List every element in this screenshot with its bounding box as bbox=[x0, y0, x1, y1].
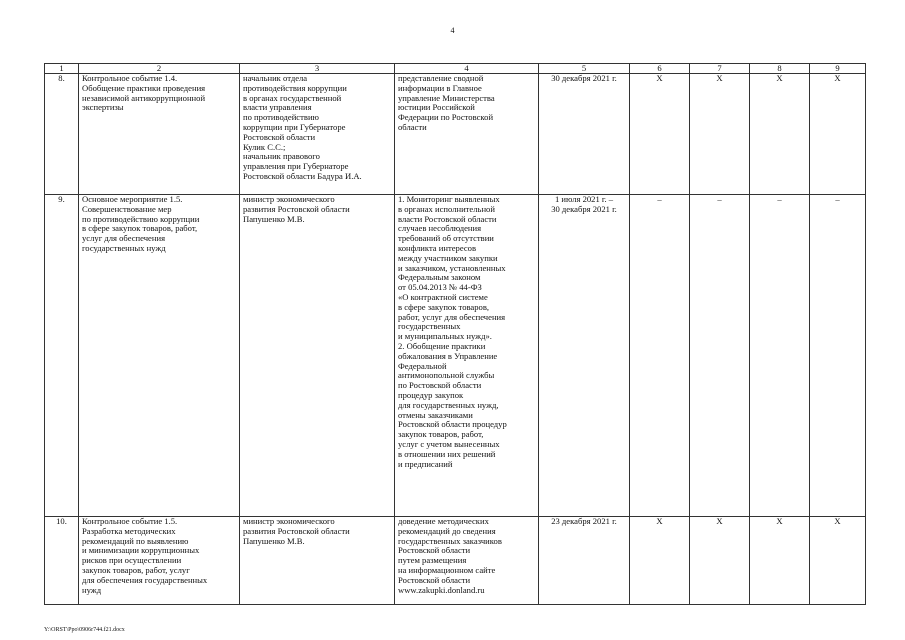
event-text-line: Совершенствование мер bbox=[82, 203, 172, 214]
header-cell: 1 bbox=[45, 64, 79, 74]
mark-cell: Х bbox=[810, 517, 866, 605]
executor-text-line: по противодействию bbox=[243, 112, 319, 123]
table-row bbox=[45, 517, 866, 605]
result-text-line: Федерации по Ростовской bbox=[398, 112, 494, 123]
result-text-line: государственных заказчиков bbox=[398, 535, 502, 546]
mark-cell: Х bbox=[750, 517, 810, 605]
result-text-line: для государственных нужд, bbox=[398, 399, 499, 410]
result-text-line: от 05.04.2013 № 44-ФЗ bbox=[398, 282, 482, 293]
mark-cell: Х bbox=[810, 74, 866, 195]
date-cell bbox=[539, 195, 630, 517]
result-text-line: требований об отсутствии bbox=[398, 233, 494, 244]
result-text-line: управление Министерства bbox=[398, 92, 495, 103]
result-text-line: и предписаний bbox=[398, 458, 453, 469]
event-text-line: нужд bbox=[82, 584, 102, 595]
mark-cell: – bbox=[810, 195, 866, 517]
event-text-line: Обобщение практики проведения bbox=[82, 82, 206, 93]
header-cell: 5 bbox=[539, 64, 630, 74]
mark-cell: Х bbox=[690, 74, 750, 195]
executor-text-line: министр экономического bbox=[243, 194, 335, 204]
result-text-line: в сфере закупок товаров, bbox=[398, 301, 490, 312]
date-text-line: 30 декабря 2021 г. bbox=[551, 73, 617, 83]
executor-text-line: Ростовской области bbox=[243, 131, 316, 142]
executor-text-line: Папушенко М.В. bbox=[243, 213, 305, 224]
header-cell: 2 bbox=[79, 64, 240, 74]
mark-cell: Х bbox=[750, 74, 810, 195]
event-text-line: услуг для обеспечения bbox=[82, 233, 166, 244]
event-text-line: экспертизы bbox=[82, 102, 124, 113]
header-cell: 7 bbox=[690, 64, 750, 74]
event-text-line: рекомендаций по выявлению bbox=[82, 535, 189, 546]
date-cell bbox=[539, 517, 630, 605]
result-text-line: 1. Мониторинг выявленных bbox=[398, 194, 500, 204]
header-cell: 4 bbox=[395, 64, 539, 74]
header-cell: 9 bbox=[810, 64, 866, 74]
result-text-line: информации в Главное bbox=[398, 82, 482, 93]
result-text-line: по Ростовской области bbox=[398, 380, 482, 391]
executor-text-line: в органах государственной bbox=[243, 92, 342, 103]
event-text-line: рисков при осуществлении bbox=[82, 555, 182, 566]
result-text-line: процедур закупок bbox=[398, 389, 464, 400]
event-text-line: государственных нужд bbox=[82, 242, 166, 253]
result-text-line: отмены заказчиками bbox=[398, 409, 473, 420]
event-text-line: закупок товаров, работ, услуг bbox=[82, 564, 190, 575]
result-text-line: антимонопольной службы bbox=[398, 370, 495, 381]
event-text-line: Контрольное событие 1.4. bbox=[82, 73, 178, 83]
date-text-line: 23 декабря 2021 г. bbox=[551, 516, 617, 526]
result-text-line: представление сводной bbox=[398, 73, 484, 83]
result-text-line: власти Ростовской области bbox=[398, 213, 497, 224]
result-text-line: путем размещения bbox=[398, 555, 467, 566]
date-text-line: 30 декабря 2021 г. bbox=[551, 203, 617, 214]
result-text-line: в отношении них решений bbox=[398, 448, 496, 459]
result-text-line: и заказчиком, установленных bbox=[398, 262, 506, 273]
executor-cell bbox=[240, 517, 395, 605]
event-cell bbox=[79, 74, 240, 195]
result-text-line: Ростовской области процедур bbox=[398, 419, 507, 430]
date-cell bbox=[539, 74, 630, 195]
executor-text-line: власти управления bbox=[243, 102, 312, 113]
executor-text-line: развития Ростовской области bbox=[243, 525, 350, 536]
executor-text-line: министр экономического bbox=[243, 516, 335, 526]
result-text-line: на информационном сайте bbox=[398, 564, 496, 575]
result-text-line: услуг с учетом вынесенных bbox=[398, 438, 500, 449]
result-text-line: между участником закупки bbox=[398, 252, 498, 263]
result-text-line: обжалования в Управление bbox=[398, 350, 498, 361]
table-row bbox=[45, 74, 866, 195]
result-cell bbox=[395, 74, 539, 195]
row-number-cell: 8. bbox=[45, 74, 79, 195]
date-text-line: 1 июля 2021 г. – bbox=[554, 194, 614, 204]
result-text-line: государственных bbox=[398, 321, 461, 332]
executor-text-line: Кулик С.С.; bbox=[243, 141, 286, 152]
result-text-line: Федеральной bbox=[398, 360, 447, 371]
result-text-line: и муниципальных нужд». bbox=[398, 331, 492, 342]
result-text-line: www.zakupki.donland.ru bbox=[398, 584, 485, 595]
executor-text-line: начальник правового bbox=[243, 151, 320, 162]
result-text-line: Ростовской области bbox=[398, 574, 471, 585]
mark-cell: Х bbox=[630, 74, 690, 195]
result-text-line: области bbox=[398, 121, 427, 132]
event-cell bbox=[79, 517, 240, 605]
event-text-line: Контрольное событие 1.5. bbox=[82, 516, 178, 526]
event-text-line: для обеспечения государственных bbox=[82, 574, 208, 585]
result-text-line: Федеральным законом bbox=[398, 272, 481, 283]
plan-table bbox=[44, 63, 866, 605]
result-text-line: Ростовской области bbox=[398, 545, 471, 556]
executor-text-line: развития Ростовской области bbox=[243, 203, 350, 214]
header-cell: 6 bbox=[630, 64, 690, 74]
event-text-line: независимой антикоррупционной bbox=[82, 92, 206, 103]
executor-text-line: противодействия коррупции bbox=[243, 82, 347, 93]
executor-text-line: Ростовской области Бадура И.А. bbox=[243, 170, 362, 181]
executor-cell bbox=[240, 74, 395, 195]
result-text-line: 2. Обобщение практики bbox=[398, 340, 486, 351]
event-text-line: и минимизации коррупционных bbox=[82, 545, 200, 556]
result-text-line: работ, услуг для обеспечения bbox=[398, 311, 506, 322]
result-text-line: рекомендаций до сведения bbox=[398, 525, 496, 536]
event-text-line: Разработка методических bbox=[82, 525, 176, 536]
executor-text-line: коррупции при Губернаторе bbox=[243, 121, 346, 132]
result-text-line: конфликта интересов bbox=[398, 242, 477, 253]
result-text-line: закупок товаров, работ, bbox=[398, 429, 484, 440]
event-text-line: в сфере закупок товаров, работ, bbox=[82, 223, 198, 234]
row-number-cell: 10. bbox=[45, 517, 79, 605]
result-text-line: «О контрактной системе bbox=[398, 291, 488, 302]
file-path: Y:\ORST\Ppo\0906r744.f21.docx bbox=[44, 627, 125, 633]
header-cell: 8 bbox=[750, 64, 810, 74]
executor-text-line: начальник отдела bbox=[243, 73, 308, 83]
mark-cell: Х bbox=[630, 517, 690, 605]
executor-text-line: Папушенко М.В. bbox=[243, 535, 305, 546]
mark-cell: Х bbox=[690, 517, 750, 605]
page-number: 4 bbox=[450, 26, 455, 35]
result-text-line: случаев несоблюдения bbox=[398, 223, 482, 234]
result-text-line: доведение методических bbox=[398, 516, 489, 526]
result-cell bbox=[395, 195, 539, 517]
row-number-cell: 9. bbox=[45, 195, 79, 517]
result-cell bbox=[395, 517, 539, 605]
event-text-line: Основное мероприятие 1.5. bbox=[82, 194, 183, 204]
event-text-line: по противодействию коррупции bbox=[82, 213, 200, 224]
result-text-line: юстиции Российской bbox=[398, 102, 475, 113]
mark-cell: – bbox=[750, 195, 810, 517]
mark-cell: – bbox=[690, 195, 750, 517]
executor-cell bbox=[240, 195, 395, 517]
table-row bbox=[45, 195, 866, 517]
executor-text-line: управления при Губернаторе bbox=[243, 161, 349, 172]
mark-cell: – bbox=[630, 195, 690, 517]
event-cell bbox=[79, 195, 240, 517]
header-row bbox=[45, 64, 866, 74]
header-cell: 3 bbox=[240, 64, 395, 74]
result-text-line: в органах исполнительной bbox=[398, 203, 495, 214]
